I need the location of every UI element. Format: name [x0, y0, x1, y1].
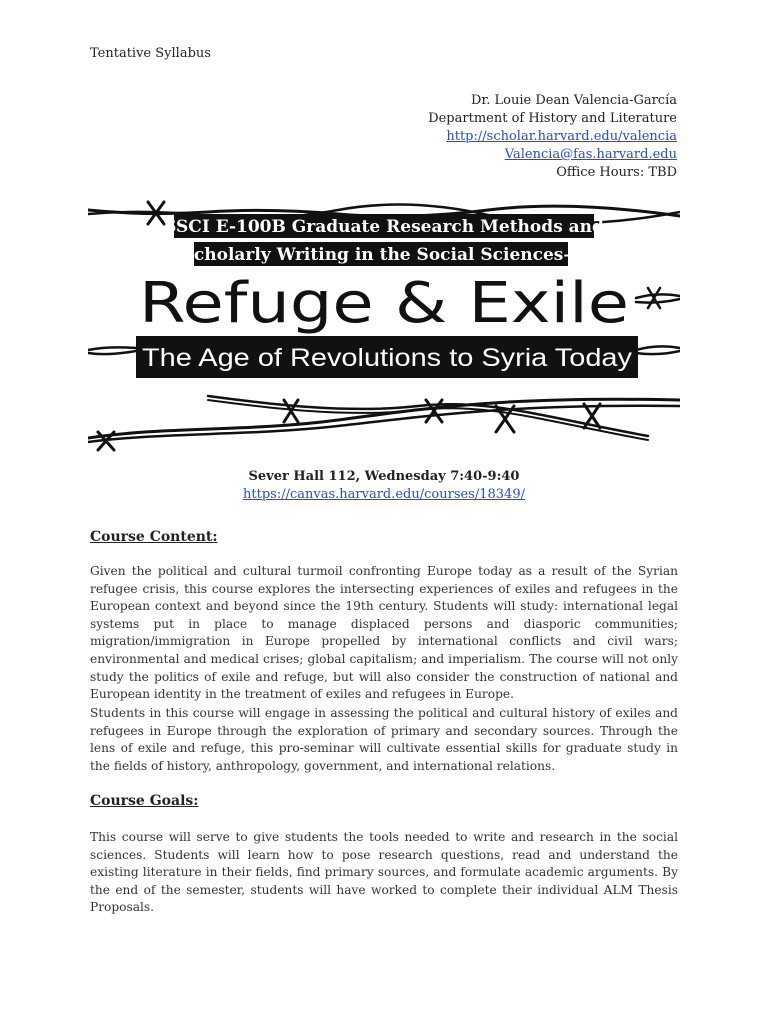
banner-title: Refuge & Exile — [139, 271, 629, 336]
room-and-time: Sever Hall 112, Wednesday 7:40-9:40 — [248, 469, 520, 484]
course-content-paragraph-2: Students in this course will engage in assessing the political and cultural history of exiles and refugees in Europe through the exploration of primary and secondary sources. Through the lens of exile and refuge, this pro-seminar will cultivate essential skills for graduate study in the fields of history, anthropology, government, and international relations. — [90, 706, 678, 773]
instructor-contact — [428, 92, 677, 182]
instructor-name: Dr. Louie Dean Valencia-García — [471, 93, 677, 108]
banner-tagline: The Age of Revolutions to Syria Today — [142, 344, 633, 372]
course-content-paragraph-1: Given the political and cultural turmoil confronting Europe today as a result of the Syrian refugee crisis, this course explores the intersecting experiences of exiles and refugees in the European context and beyond since the 19th century. Students will study: international legal systems put in place to manage displaced persons and diasporic communities; migration/immigration in Europe propelled by international conflicts and civil wars; environmental and medical crises; global capitalism; and imperialism. The course will not only study the politics of exile and refuge, but will also consider the construction of national and European identity in the treatment of exiles and refugees in Europe. — [90, 564, 678, 702]
canvas-course-link[interactable]: https://canvas.harvard.edu/courses/18349/ — [243, 487, 525, 502]
instructor-email-link[interactable]: Valencia@fas.harvard.edu — [504, 147, 677, 162]
course-goals-heading: Course Goals: — [90, 793, 199, 809]
banner-graphic — [88, 200, 680, 460]
document-label: Tentative Syllabus — [90, 46, 211, 61]
class-location — [90, 468, 678, 504]
instructor-website-link[interactable]: http://scholar.harvard.edu/valencia — [446, 129, 677, 144]
course-content-heading: Course Content: — [90, 529, 218, 545]
barbed-wire-mid-icon — [636, 288, 680, 308]
barbed-wire-bottom-icon — [88, 396, 680, 450]
office-hours: Office Hours: TBD — [556, 165, 677, 180]
banner-subtitle-line1: SSCI E-100B Graduate Research Methods and — [164, 217, 604, 237]
banner-subtitle-line2: Scholarly Writing in the Social Sciences— — [181, 245, 581, 265]
course-goals-paragraph: This course will serve to give students the tools needed to write and research in the social sciences. Students will learn how to pose research questions, read and understand the existing literature in their fields, find primary sources, and formulate academic arguments. By the end of the semester, students will have worked to complete their individual ALM Thesis Proposals. — [90, 830, 678, 915]
instructor-department: Department of History and Literature — [428, 111, 677, 126]
course-banner — [88, 200, 680, 460]
